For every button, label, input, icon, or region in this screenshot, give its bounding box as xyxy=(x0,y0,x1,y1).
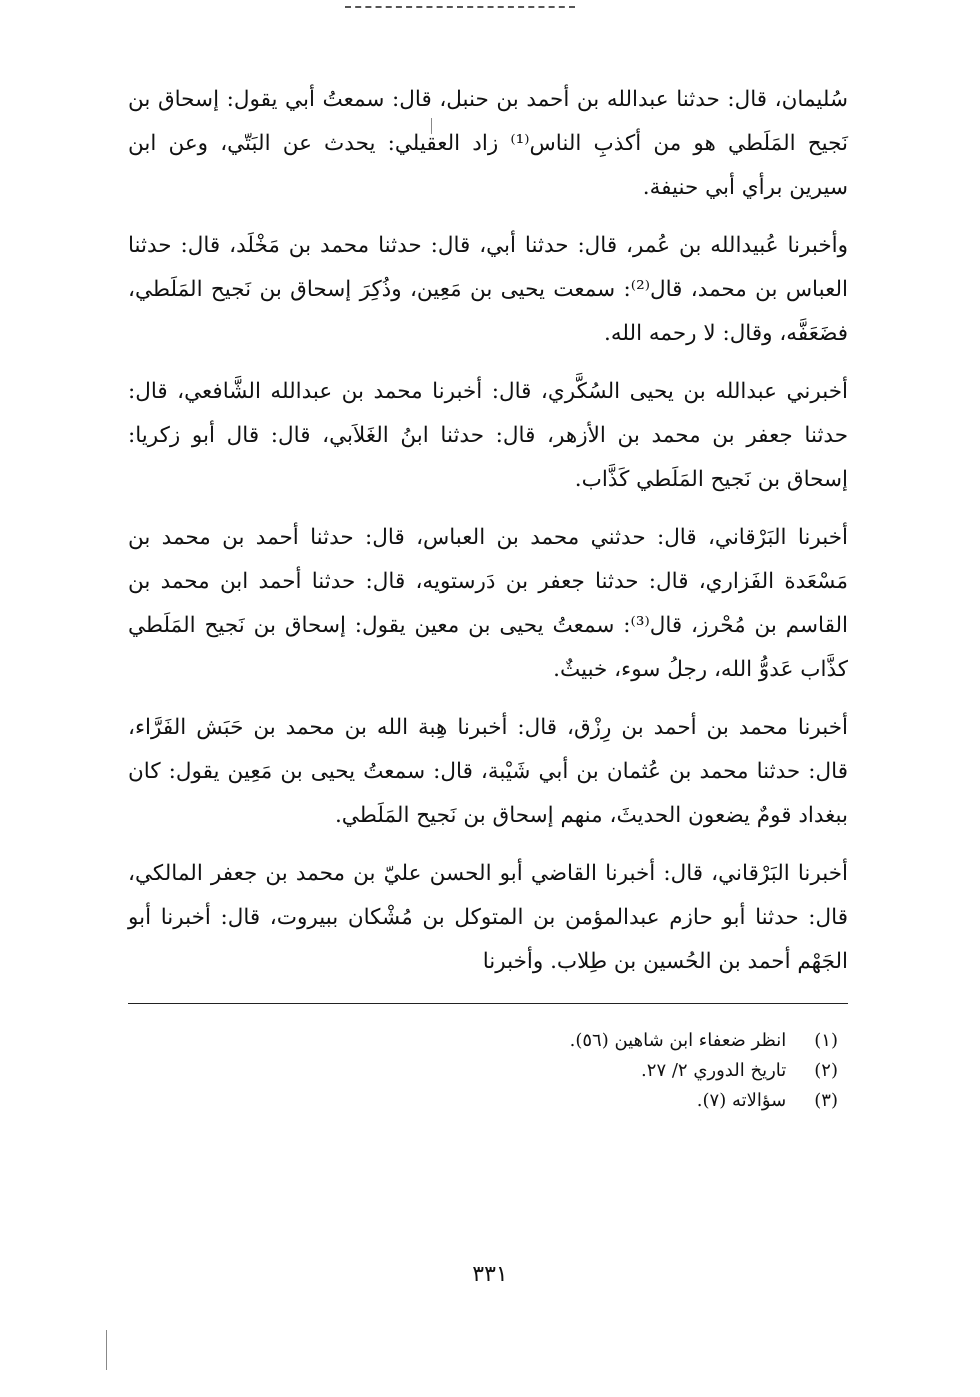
main-text xyxy=(128,78,848,998)
paragraph-6: أخبرنا البَرْقاني، قال: أخبرنا القاضي أبو الحسن عليّ بن محمد بن جعفر المالكي، قال: حدثنا أبو حازم عبدالمؤمن بن المتوكل بن مُشْكان ببيروت، قال: أخبرنا أبو الجَهْم أحمد بن الحُسين بن طِلاب. وأخبرنا xyxy=(128,861,848,974)
footnote-number: (٣) xyxy=(814,1090,838,1111)
footnotes xyxy=(128,1026,838,1116)
footnote-number: (١) xyxy=(814,1030,838,1051)
scan-mark xyxy=(106,1330,107,1370)
footnote-1 xyxy=(128,1026,838,1056)
paragraph-1: سُليمان، قال: حدثنا عبدالله بن أحمد بن حنبل، قال: سمعتُ أبي يقول: إسحاق بن نَجيح المَلَطي هو من أكذبِ الناس⁽¹⁾ زاد العقيلي: يحدث عن البَتّي، وعن ابن سيرين برأي أبي حنيفة. xyxy=(128,87,848,200)
footnote-3 xyxy=(128,1086,838,1116)
footnote-text: انظر ضعفاء ابن شاهين (٥٦). xyxy=(569,1030,787,1051)
footnote-text: تاريخ الدوري ٢/ ٢٧. xyxy=(641,1060,787,1081)
footnote-text: سؤالاته (٧). xyxy=(696,1090,787,1111)
footnote-separator xyxy=(128,1003,848,1004)
footnote-2 xyxy=(128,1056,838,1086)
paragraph-2: وأخبرنا عُبيدالله بن عُمر، قال: حدثنا أبي، قال: حدثنا محمد بن مَخْلَد، قال: حدثنا العباس بن محمد، قال⁽²⁾: سمعت يحيى بن مَعِين، وذُكِرَ إسحاق بن نَجيح المَلَطي، فضَعَفَّه، وقال: لا رحمه الله. xyxy=(128,233,848,346)
page-number: ٣٣١ xyxy=(472,1262,508,1287)
footnote-number: (٢) xyxy=(814,1060,838,1081)
paragraph-5: أخبرنا محمد بن أحمد بن رِزْق، قال: أخبرنا هِبة الله بن محمد بن حَبَش الفَرَّاء، قال: حدثنا محمد بن عُثمان بن أبي شَيْبة، قال: سمعتُ يحيى بن مَعِين يقول: كان ببغداد قومٌ يضعون الحديثَ، منهم إسحاق بن نَجيح المَلَطي. xyxy=(128,715,848,828)
paragraph-3: أخبرني عبدالله بن يحيى السُكَّري، قال: أخبرنا محمد بن عبدالله الشَّافعي، قال: حدثنا جعفر بن محمد بن الأزهر، قال: حدثنا ابنُ الغَلاَبي، قال: قال أبو زكريا: إسحاق بن نَجيح المَلَطي كَذَّاب. xyxy=(128,379,848,492)
scan-top-edge xyxy=(345,6,575,8)
paragraph-4: أخبرنا البَرْقاني، قال: حدثني محمد بن العباس، قال: حدثنا أحمد بن محمد بن مَسْعَدة الفَزاري، قال: حدثنا جعفر بن دَرستويه، قال: حدثنا أحمد ابن محمد بن القاسم بن مُحْرز، قال⁽³⁾: سمعتُ يحيى بن معين يقول: إسحاق بن نَجيح المَلَطي كذَّاب عَدوُّ الله، رجلُ سوء، خبيثٌ. xyxy=(128,525,848,682)
